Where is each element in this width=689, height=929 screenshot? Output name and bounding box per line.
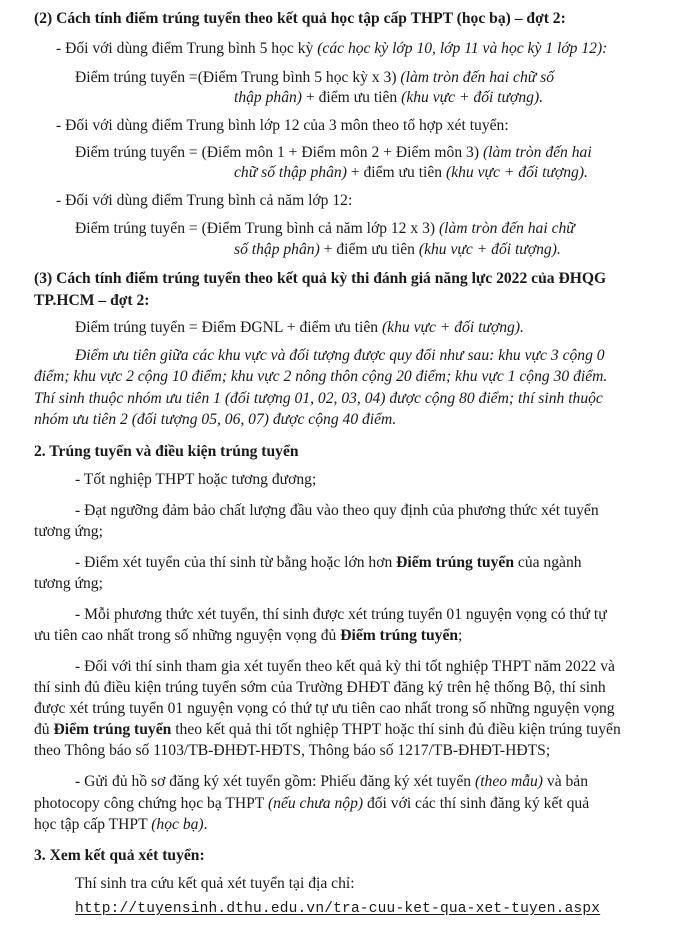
sec2-item-1: - Tốt nghiệp THPT hoặc tương đương;	[75, 471, 317, 488]
sec2-item-4-line2: ưu tiên cao nhất trong số những nguyện vọng đủ Điểm trúng tuyển;	[34, 627, 463, 644]
sec2-item-5-line1: - Đối với thí sinh tham gia xét tuyển theo kết quả kỳ thi tốt nghiệp THPT năm 2022 và	[75, 658, 615, 675]
results-lookup-link[interactable]: http://tuyensinh.dthu.edu.vn/tra-cuu-ket-qua-xet-tuyen.aspx	[75, 901, 601, 917]
s2-c-intro: - Đối với dùng điểm Trung bình cả năm lớp 12:	[56, 192, 353, 209]
s3-note-line4: nhóm ưu tiên 2 (đối tượng 05, 06, 07) được cộng 40 điểm.	[34, 411, 397, 428]
s3-note-line1: Điểm ưu tiên giữa các khu vực và đối tượng được quy đổi như sau: khu vực 3 cộng 0	[75, 347, 605, 364]
s2-a-formula-line2: thập phân) + điểm ưu tiên (khu vực + đối tượng).	[234, 89, 544, 106]
sec2-item-2-line1: - Đạt ngưỡng đảm bảo chất lượng đầu vào theo quy định của phương thức xét tuyển	[75, 502, 599, 519]
sec2-item-6-line1: - Gửi đủ hồ sơ đăng ký xét tuyển gồm: Phiếu đăng ký xét tuyển (theo mẫu) và bản	[75, 773, 589, 790]
section-3-heading-line1: (3) Cách tính điểm trúng tuyển theo kết quả kỳ thi đánh giá năng lực 2022 của ĐHQG	[34, 270, 607, 287]
sec2-item-4-line1: - Mỗi phương thức xét tuyển, thí sinh được xét trúng tuyển 01 nguyện vọng có thứ tự	[75, 606, 607, 623]
section-2-heading: (2) Cách tính điểm trúng tuyển theo kết quả học tập cấp THPT (học bạ) – đợt 2:	[34, 10, 566, 27]
sec2-item-5-line5: theo Thông báo số 1103/TB-ĐHĐT-HĐTS, Thông báo số 1217/TB-ĐHĐT-HĐTS;	[34, 742, 551, 759]
sec2-item-5-line4: đủ Điểm trúng tuyển theo kết quả thi tốt nghiệp THPT hoặc thí sinh đủ điều kiện trúng tuyển	[34, 721, 621, 738]
sec2-item-6-line2: photocopy công chứng học bạ THPT (nếu chưa nộp) đối với các thí sinh đăng ký kết quả	[34, 795, 590, 812]
s2-b-intro: - Đối với dùng điểm Trung bình lớp 12 của 3 môn theo tổ hợp xét tuyển:	[56, 117, 509, 134]
lookup-instruction: Thí sinh tra cứu kết quả xét tuyển tại địa chỉ:	[75, 875, 355, 892]
heading-3-view-results: 3. Xem kết quả xét tuyển:	[34, 847, 205, 864]
sec2-item-6-line3: học tập cấp THPT (học bạ).	[34, 816, 208, 833]
s3-note-line3: Thí sinh thuộc nhóm ưu tiên 1 (đối tượng 01, 02, 03, 04) được cộng 80 điểm; thí sinh thuộc	[34, 390, 603, 407]
s3-formula: Điểm trúng tuyển = Điểm ĐGNL + điểm ưu tiên (khu vực + đối tượng).	[75, 319, 524, 336]
s2-b-formula-line1: Điểm trúng tuyển = (Điểm môn 1 + Điểm môn 2 + Điểm môn 3) (làm tròn đến hai	[75, 144, 592, 161]
s2-a-formula-line1: Điểm trúng tuyển =(Điểm Trung bình 5 học kỳ x 3) (làm tròn đến hai chữ số	[75, 69, 555, 86]
heading-2-admission-conditions: 2. Trúng tuyển và điều kiện trúng tuyển	[34, 443, 299, 460]
s2-c-formula-line1: Điểm trúng tuyển = (Điểm Trung bình cả năm lớp 12 x 3) (làm tròn đến hai chữ	[75, 220, 575, 237]
s2-b-formula-line2: chữ số thập phân) + điểm ưu tiên (khu vực + đối tượng).	[234, 164, 588, 181]
sec2-item-2-line2: tương ứng;	[34, 523, 103, 540]
s2-c-formula-line2: số thập phân) + điểm ưu tiên (khu vực + đối tượng).	[234, 241, 561, 258]
section-3-heading-line2: TP.HCM – đợt 2:	[34, 292, 150, 309]
sec2-item-3-line2: tương ứng;	[34, 575, 103, 592]
s2-a-intro: - Đối với dùng điểm Trung bình 5 học kỳ (các học kỳ lớp 10, lớp 11 và học kỳ 1 lớp 12):	[56, 40, 608, 57]
sec2-item-5-line2: thí sinh đủ điều kiện trúng tuyển sớm của Trường ĐHĐT đăng ký trên hệ thống Bộ, thí sinh	[34, 679, 606, 696]
s3-note-line2: điểm; khu vực 2 cộng 10 điểm; khu vực 2 nông thôn cộng 20 điểm; khu vực 1 cộng 30 điểm.	[34, 368, 608, 385]
sec2-item-5-line3: được xét trúng tuyển 01 nguyện vọng có thứ tự ưu tiên cao nhất trong số những nguyện vọng	[34, 700, 615, 717]
sec2-item-3-line1: - Điểm xét tuyển của thí sinh từ bằng hoặc lớn hơn Điểm trúng tuyển của ngành	[75, 554, 582, 571]
